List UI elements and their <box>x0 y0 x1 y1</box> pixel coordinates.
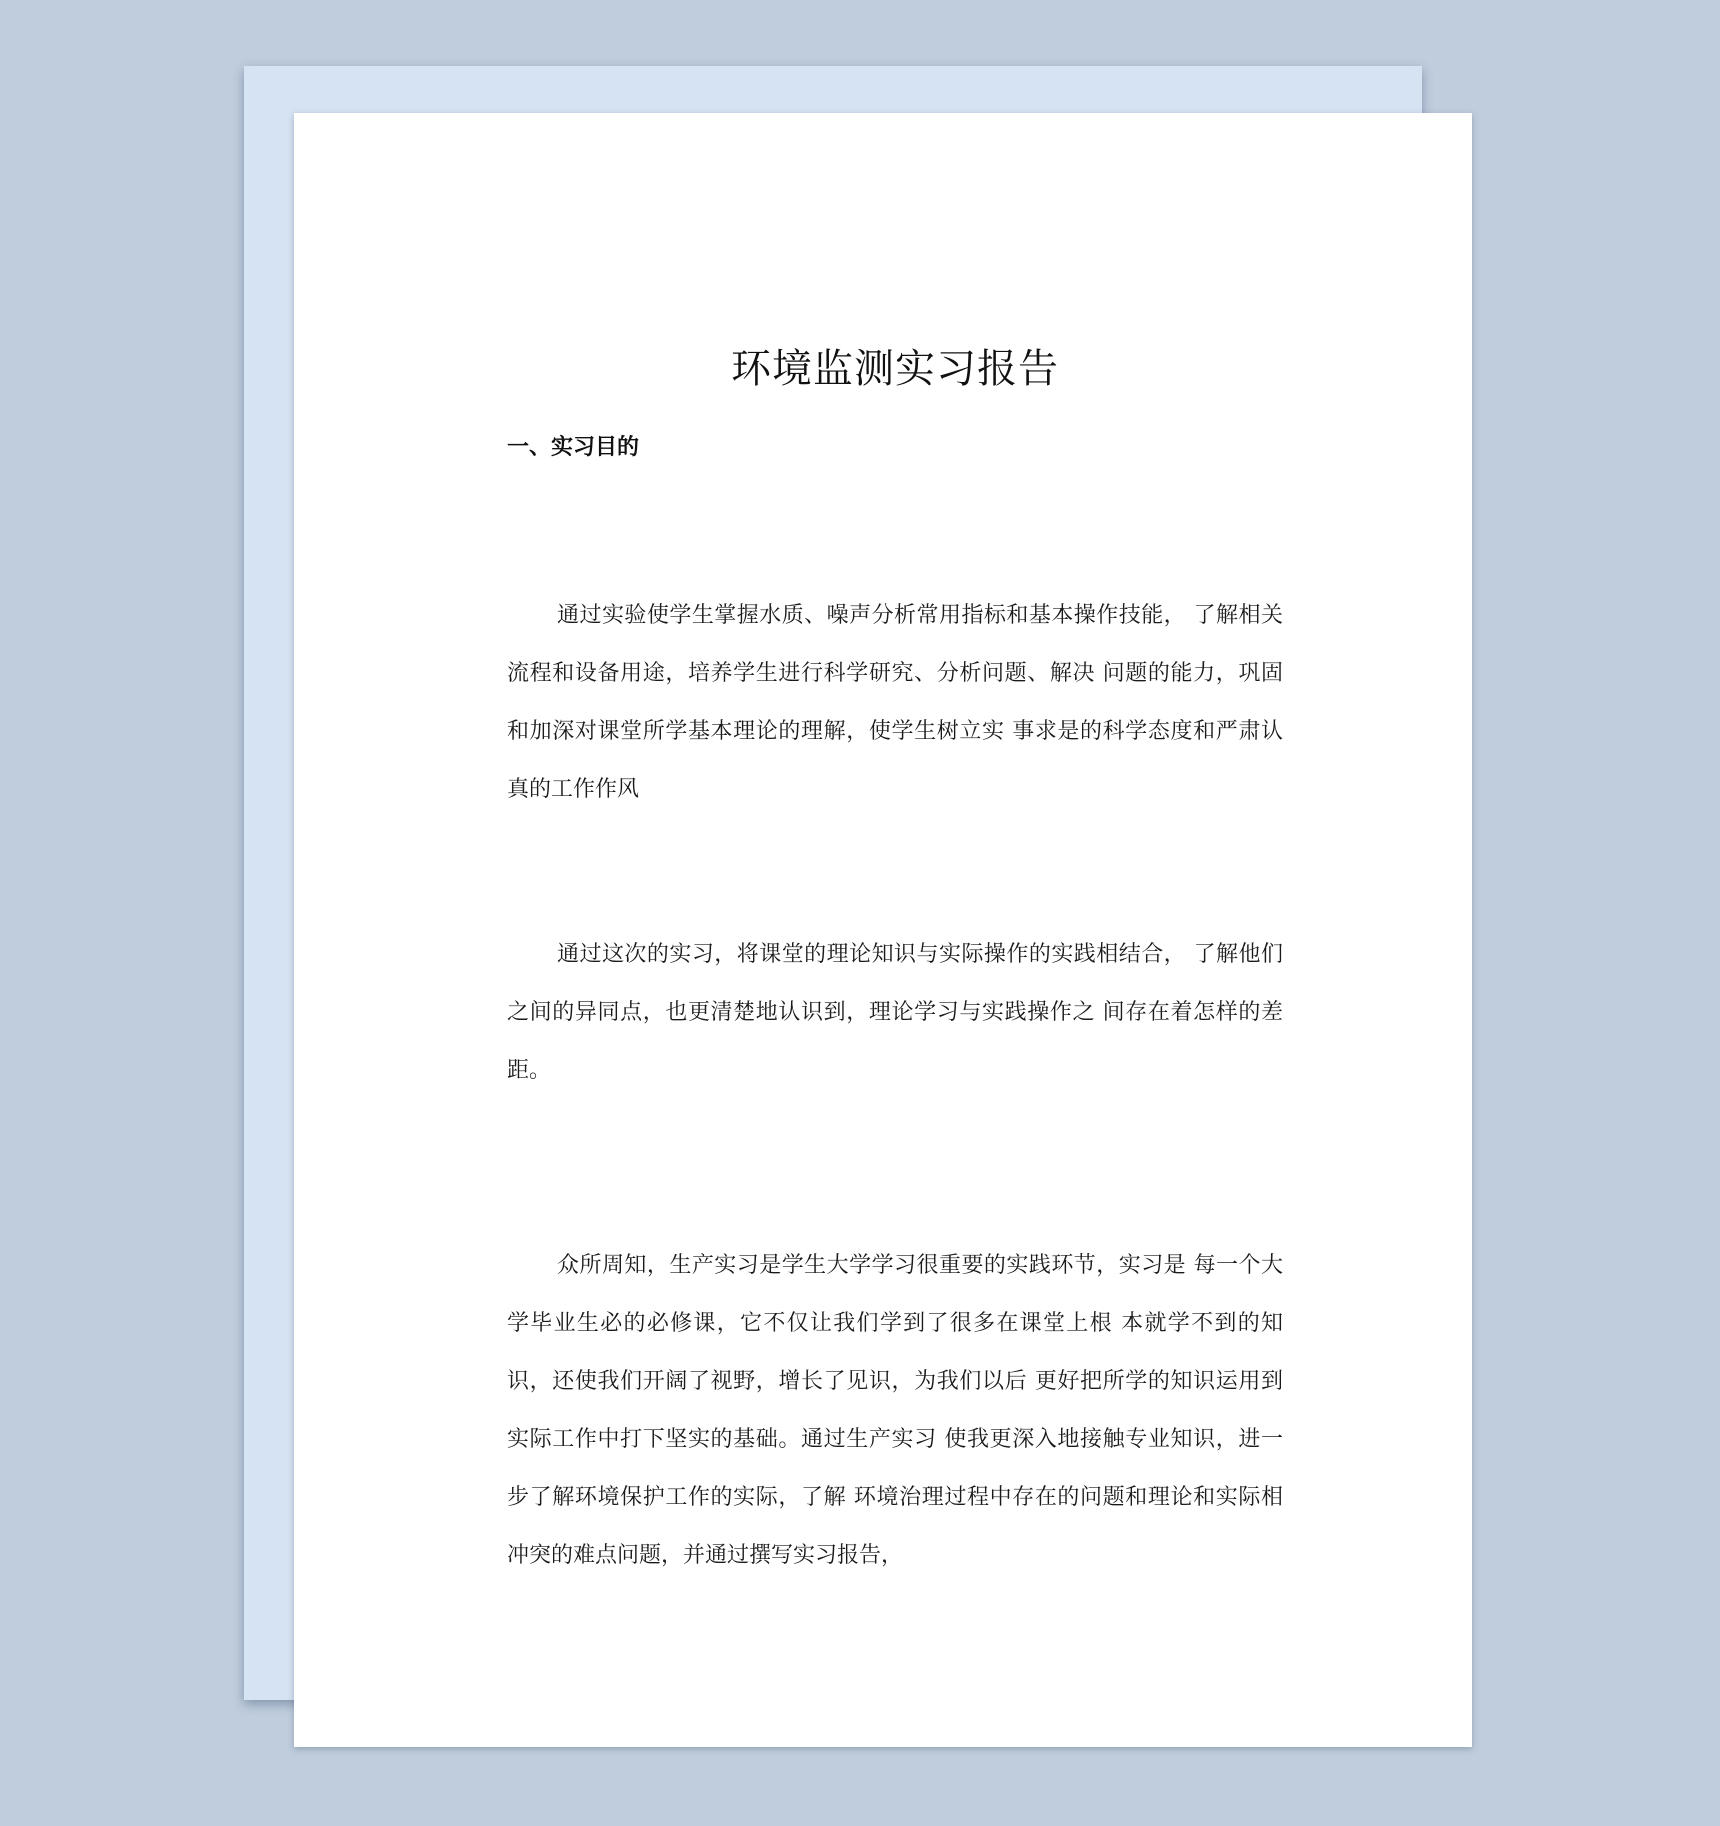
section-heading: 一、实习目的 <box>507 435 640 460</box>
document-page <box>294 113 1472 1747</box>
document-title: 环境监测实习报告 <box>731 346 1059 392</box>
paragraph-2: 通过这次的实习，将课堂的理论知识与实际操作的实践相结合， 了解他们之间的异同点，也更清楚地认识到，理论学习与实践操作之 间存在着怎样的差距。 <box>507 942 1283 1083</box>
paragraph-1: 通过实验使学生掌握水质、噪声分析常用指标和基本操作技能， 了解相关流程和设备用途，培养学生进行科学研究、分析问题、解决 问题的能力，巩固和加深对课堂所学基本理论的理解，使学生树立实 事求是的科学态度和严肃认真的工作作风 <box>507 603 1283 802</box>
paragraph-3: 众所周知，生产实习是学生大学学习很重要的实践环节，实习是 每一个大学毕业生必的必修课，它不仅让我们学到了很多在课堂上根 本就学不到的知识，还使我们开阔了视野，增长了见识，为我们以后 更好把所学的知识运用到实际工作中打下坚实的基础。通过生产实习 使我更深入地接触专业知识，进一步了解环境保护工作的实际，了解 环境治理过程中存在的问题和理论和实际相冲突的难点问题，并通过撰写实习报告， <box>507 1253 1283 1568</box>
